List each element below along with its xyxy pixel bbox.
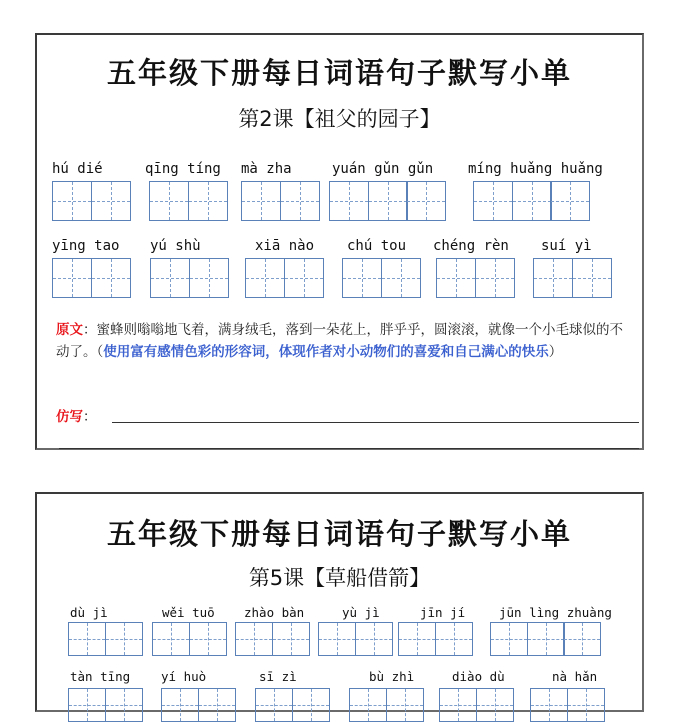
char-box[interactable] [436, 258, 476, 298]
pinyin-label: mà zha [241, 161, 292, 177]
writing-boxes[interactable] [398, 622, 473, 656]
writing-boxes[interactable] [533, 258, 612, 298]
char-box[interactable] [349, 688, 387, 722]
original-label: 原文 [56, 322, 83, 338]
pinyin-label: chéng rèn [433, 238, 509, 254]
pinyin-label: yuán gǔn gǔn [332, 161, 434, 177]
char-box[interactable] [245, 258, 285, 298]
char-box[interactable] [368, 181, 408, 221]
writing-boxes[interactable] [490, 622, 601, 656]
char-box[interactable] [52, 181, 92, 221]
pinyin-label: zhào bàn [244, 605, 305, 620]
char-box[interactable] [475, 258, 515, 298]
char-box[interactable] [235, 622, 273, 656]
char-box[interactable] [318, 622, 356, 656]
char-box[interactable] [105, 622, 143, 656]
writing-boxes[interactable] [436, 258, 515, 298]
pinyin-label: dù jì [70, 605, 108, 620]
char-box[interactable] [149, 181, 189, 221]
writing-boxes[interactable] [68, 688, 143, 722]
char-box[interactable] [68, 622, 106, 656]
worksheet-title: 五年级下册每日词语句子默写小单 [106, 56, 572, 90]
char-box[interactable] [329, 181, 369, 221]
writing-boxes[interactable] [52, 181, 131, 221]
answer-line-2[interactable] [59, 448, 639, 449]
char-box[interactable] [292, 688, 330, 722]
char-box[interactable] [189, 622, 227, 656]
char-box[interactable] [150, 258, 190, 298]
pinyin-label: hú dié [52, 161, 103, 177]
char-box[interactable] [161, 688, 199, 722]
char-box[interactable] [512, 181, 552, 221]
writing-boxes[interactable] [149, 181, 228, 221]
char-box[interactable] [198, 688, 236, 722]
char-box[interactable] [550, 181, 590, 221]
pinyin-label: yù jì [342, 605, 380, 620]
imitate-label: 仿写 [56, 409, 83, 425]
char-box[interactable] [52, 258, 92, 298]
pinyin-label: qīng tíng [145, 161, 221, 177]
char-box[interactable] [476, 688, 514, 722]
char-box[interactable] [473, 181, 513, 221]
char-box[interactable] [91, 181, 131, 221]
worksheet-title: 五年级下册每日词语句子默写小单 [106, 517, 572, 551]
writing-boxes[interactable] [235, 622, 310, 656]
writing-boxes[interactable] [152, 622, 227, 656]
pinyin-label: suí yì [541, 238, 592, 254]
char-box[interactable] [386, 688, 424, 722]
answer-line-1[interactable] [112, 422, 639, 423]
writing-boxes[interactable] [530, 688, 605, 722]
pinyin-label: jīn jí [420, 605, 466, 620]
writing-boxes[interactable] [349, 688, 424, 722]
writing-boxes[interactable] [241, 181, 320, 221]
pinyin-label: xiā nào [255, 238, 315, 254]
char-box[interactable] [355, 622, 393, 656]
note-text: 使用富有感情色彩的形容词，体现作者对小动物们的喜爱和自己满心的快乐 [103, 344, 549, 360]
note-close-paren: ） [548, 344, 563, 360]
colon: ： [83, 409, 97, 425]
char-box[interactable] [567, 688, 605, 722]
note-open-paren: （ [96, 344, 104, 360]
writing-boxes[interactable] [245, 258, 324, 298]
char-box[interactable] [105, 688, 143, 722]
pinyin-label: nà hǎn [552, 669, 598, 684]
pinyin-label: sī zì [259, 669, 297, 684]
pinyin-label: diào dù [452, 669, 505, 684]
writing-boxes[interactable] [52, 258, 131, 298]
char-box[interactable] [91, 258, 131, 298]
char-box[interactable] [152, 622, 190, 656]
char-box[interactable] [563, 622, 601, 656]
original-sentence-block [56, 319, 632, 363]
colon: ： [83, 322, 97, 338]
char-box[interactable] [241, 181, 281, 221]
pinyin-label: míng huǎng huǎng [468, 161, 603, 177]
pinyin-label: tàn tīng [70, 669, 131, 684]
imitate-label-block [56, 405, 97, 425]
writing-boxes[interactable] [329, 181, 446, 221]
writing-boxes[interactable] [150, 258, 229, 298]
char-box[interactable] [490, 622, 528, 656]
writing-boxes[interactable] [68, 622, 143, 656]
char-box[interactable] [530, 688, 568, 722]
char-box[interactable] [255, 688, 293, 722]
writing-boxes[interactable] [318, 622, 393, 656]
char-box[interactable] [381, 258, 421, 298]
pinyin-label: yīng tao [52, 238, 120, 254]
char-box[interactable] [572, 258, 612, 298]
char-box[interactable] [272, 622, 310, 656]
char-box[interactable] [439, 688, 477, 722]
pinyin-label: bù zhì [369, 669, 415, 684]
worksheet-card-lesson-5 [35, 492, 644, 712]
original-text: 蜜蜂则嗡嗡地飞着，满身绒毛，落到一朵花上，胖乎乎，圆滚滚，就像一个小毛球似的不动了。 [56, 322, 623, 360]
writing-boxes[interactable] [473, 181, 590, 221]
lesson-subtitle: 第5课【草船借箭】 [248, 566, 431, 590]
char-box[interactable] [280, 181, 320, 221]
pinyin-label: yú shù [150, 238, 201, 254]
pinyin-label: wěi tuō [162, 605, 215, 620]
writing-boxes[interactable] [255, 688, 330, 722]
char-box[interactable] [284, 258, 324, 298]
pinyin-label: chú tou [347, 238, 407, 254]
char-box[interactable] [398, 622, 436, 656]
char-box[interactable] [533, 258, 573, 298]
char-box[interactable] [527, 622, 565, 656]
lesson-subtitle: 第2课【祖父的园子】 [238, 107, 441, 131]
writing-boxes[interactable] [439, 688, 514, 722]
writing-boxes[interactable] [161, 688, 236, 722]
worksheet-card-lesson-2 [35, 33, 644, 450]
pinyin-label: jūn lìng zhuàng [499, 605, 612, 620]
writing-boxes[interactable] [342, 258, 421, 298]
char-box[interactable] [188, 181, 228, 221]
char-box[interactable] [189, 258, 229, 298]
char-box[interactable] [68, 688, 106, 722]
char-box[interactable] [406, 181, 446, 221]
char-box[interactable] [342, 258, 382, 298]
char-box[interactable] [435, 622, 473, 656]
pinyin-label: yí huò [161, 669, 207, 684]
